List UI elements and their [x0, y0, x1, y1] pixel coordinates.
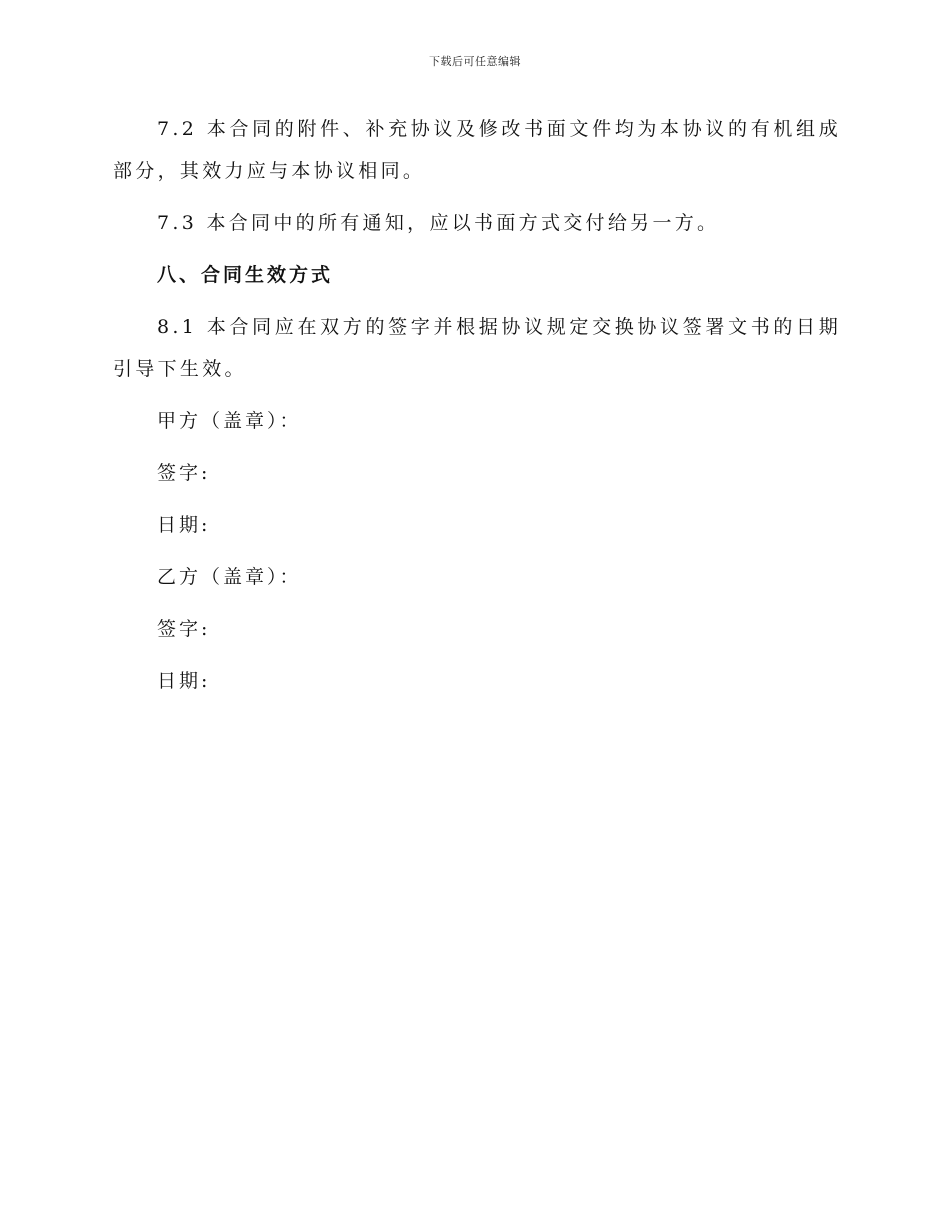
clause-8-1: 8.1 本合同应在双方的签字并根据协议规定交换协议签署文书的日期引导下生效。	[113, 316, 841, 380]
party-b-date-label: 日期:	[157, 670, 211, 692]
document-body	[113, 108, 841, 712]
party-a-seal-label: 甲方（盖章）：	[157, 410, 302, 432]
clause-7-3: 7.3 本合同中的所有通知，应以书面方式交付给另一方。	[157, 212, 720, 234]
party-b-seal-label: 乙方（盖章）：	[157, 566, 302, 588]
signature-block-party-a	[113, 400, 841, 546]
clause-7-2: 7.2 本合同的附件、补充协议及修改书面文件均为本协议的有机组成部分，其效力应与本协议相同。	[113, 118, 841, 182]
header-note: 下载后可任意编辑	[429, 55, 521, 68]
party-a-date-label: 日期:	[157, 514, 211, 536]
party-b-sign-label: 签字:	[157, 618, 211, 640]
signature-block-party-b	[113, 556, 841, 702]
section-8-heading: 八、合同生效方式	[157, 264, 334, 286]
party-a-sign-label: 签字:	[157, 462, 211, 484]
